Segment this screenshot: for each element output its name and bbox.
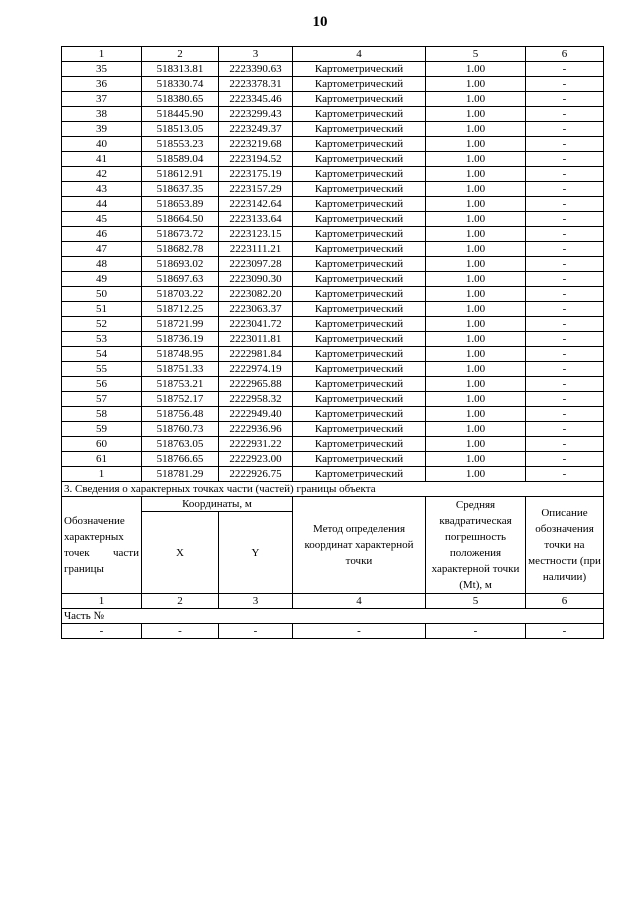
description: - — [526, 257, 604, 272]
header-designation: Обозначение характерных точек части границы — [62, 497, 142, 594]
method: Картометрический — [293, 407, 426, 422]
coord-y: 2222923.00 — [219, 452, 293, 467]
error-value: 1.00 — [426, 62, 526, 77]
table-row — [62, 122, 604, 137]
error-value: 1.00 — [426, 467, 526, 482]
method: Картометрический — [293, 227, 426, 242]
table-row — [62, 392, 604, 407]
coord-x: 518736.19 — [142, 332, 219, 347]
header-y: Y — [219, 512, 293, 594]
coord-y: 2222931.22 — [219, 437, 293, 452]
description: - — [526, 302, 604, 317]
coord-x: 518751.33 — [142, 362, 219, 377]
coord-y: 2223219.68 — [219, 137, 293, 152]
method: Картометрический — [293, 182, 426, 197]
table-row — [62, 107, 604, 122]
coord-x: 518753.21 — [142, 377, 219, 392]
description: - — [526, 287, 604, 302]
description: - — [526, 422, 604, 437]
point-number: 58 — [62, 407, 142, 422]
point-number: 47 — [62, 242, 142, 257]
table-row — [62, 257, 604, 272]
description: - — [526, 122, 604, 137]
point-number: 41 — [62, 152, 142, 167]
column-number: 4 — [293, 594, 426, 609]
point-number: 50 — [62, 287, 142, 302]
page-number: 10 — [312, 14, 328, 30]
coord-x: 518553.23 — [142, 137, 219, 152]
coord-y: 2223111.21 — [219, 242, 293, 257]
point-number: 52 — [62, 317, 142, 332]
empty-cell: - — [426, 624, 526, 639]
column-number: 1 — [62, 594, 142, 609]
coord-y: 2223157.29 — [219, 182, 293, 197]
header-error: Средняя квадратическая погрешность положения характерной точки (Mt), м — [426, 497, 526, 594]
column-number: 5 — [426, 47, 526, 62]
column-number: 5 — [426, 594, 526, 609]
method: Картометрический — [293, 242, 426, 257]
coord-x: 518766.65 — [142, 452, 219, 467]
coord-x: 518513.05 — [142, 122, 219, 137]
table-row — [62, 452, 604, 467]
point-number: 45 — [62, 212, 142, 227]
description: - — [526, 347, 604, 362]
error-value: 1.00 — [426, 212, 526, 227]
description: - — [526, 467, 604, 482]
description: - — [526, 137, 604, 152]
coord-y: 2222958.32 — [219, 392, 293, 407]
point-number: 36 — [62, 77, 142, 92]
error-value: 1.00 — [426, 77, 526, 92]
coord-x: 518445.90 — [142, 107, 219, 122]
description: - — [526, 407, 604, 422]
point-number: 49 — [62, 272, 142, 287]
table-row — [62, 62, 604, 77]
description: - — [526, 362, 604, 377]
error-value: 1.00 — [426, 392, 526, 407]
description: - — [526, 167, 604, 182]
coord-y: 2223175.19 — [219, 167, 293, 182]
point-number: 1 — [62, 467, 142, 482]
table-row — [62, 242, 604, 257]
point-number: 35 — [62, 62, 142, 77]
error-value: 1.00 — [426, 197, 526, 212]
coord-y: 2223378.31 — [219, 77, 293, 92]
header-method: Метод определения координат характерной точки — [293, 497, 426, 594]
method: Картометрический — [293, 62, 426, 77]
table-row — [62, 92, 604, 107]
point-number: 48 — [62, 257, 142, 272]
table-row — [62, 152, 604, 167]
coord-x: 518721.99 — [142, 317, 219, 332]
error-value: 1.00 — [426, 332, 526, 347]
table-row — [62, 362, 604, 377]
description: - — [526, 437, 604, 452]
table-row — [62, 437, 604, 452]
error-value: 1.00 — [426, 362, 526, 377]
column-number: 6 — [526, 47, 604, 62]
coord-y: 2223142.64 — [219, 197, 293, 212]
coord-x: 518653.89 — [142, 197, 219, 212]
error-value: 1.00 — [426, 422, 526, 437]
description: - — [526, 152, 604, 167]
coord-y: 2223249.37 — [219, 122, 293, 137]
empty-cell: - — [142, 624, 219, 639]
column-number: 6 — [526, 594, 604, 609]
empty-cell: - — [293, 624, 426, 639]
coord-y: 2223390.63 — [219, 62, 293, 77]
table-row — [62, 182, 604, 197]
method: Картометрический — [293, 152, 426, 167]
table-row — [62, 272, 604, 287]
coord-y: 2222926.75 — [219, 467, 293, 482]
table-row — [62, 227, 604, 242]
method: Картометрический — [293, 422, 426, 437]
column-number-row — [62, 47, 604, 62]
error-value: 1.00 — [426, 182, 526, 197]
coord-y: 2223082.20 — [219, 287, 293, 302]
point-number: 56 — [62, 377, 142, 392]
point-number: 42 — [62, 167, 142, 182]
header-coordinates: Координаты, м — [142, 497, 293, 512]
coord-y: 2222981.84 — [219, 347, 293, 362]
coord-x: 518612.91 — [142, 167, 219, 182]
table-row — [62, 377, 604, 392]
point-number: 39 — [62, 122, 142, 137]
method: Картометрический — [293, 122, 426, 137]
table-row — [62, 317, 604, 332]
coord-y: 2223041.72 — [219, 317, 293, 332]
method: Картометрический — [293, 77, 426, 92]
error-value: 1.00 — [426, 167, 526, 182]
coord-x: 518703.22 — [142, 287, 219, 302]
point-number: 44 — [62, 197, 142, 212]
description: - — [526, 452, 604, 467]
table-row — [62, 137, 604, 152]
method: Картометрический — [293, 302, 426, 317]
description: - — [526, 92, 604, 107]
coord-x: 518781.29 — [142, 467, 219, 482]
header-x: X — [142, 512, 219, 594]
coord-y: 2222965.88 — [219, 377, 293, 392]
table-row — [62, 287, 604, 302]
point-number: 60 — [62, 437, 142, 452]
part-label: Часть № — [62, 609, 604, 624]
table-row — [62, 167, 604, 182]
error-value: 1.00 — [426, 437, 526, 452]
coord-y: 2223063.37 — [219, 302, 293, 317]
point-number: 59 — [62, 422, 142, 437]
coord-y: 2223345.46 — [219, 92, 293, 107]
point-number: 61 — [62, 452, 142, 467]
coord-y: 2223097.28 — [219, 257, 293, 272]
table-row — [62, 212, 604, 227]
coord-x: 518664.50 — [142, 212, 219, 227]
description: - — [526, 62, 604, 77]
column-number: 3 — [219, 594, 293, 609]
coord-y: 2223123.15 — [219, 227, 293, 242]
coord-x: 518589.04 — [142, 152, 219, 167]
coord-x: 518697.63 — [142, 272, 219, 287]
method: Картометрический — [293, 287, 426, 302]
error-value: 1.00 — [426, 272, 526, 287]
coord-x: 518693.02 — [142, 257, 219, 272]
error-value: 1.00 — [426, 227, 526, 242]
coord-y: 2223299.43 — [219, 107, 293, 122]
coord-y: 2223194.52 — [219, 152, 293, 167]
empty-cell: - — [219, 624, 293, 639]
section-header-row — [62, 497, 604, 512]
point-number: 38 — [62, 107, 142, 122]
error-value: 1.00 — [426, 317, 526, 332]
coordinates-table — [61, 46, 604, 639]
table-row — [62, 407, 604, 422]
method: Картометрический — [293, 332, 426, 347]
table-row — [62, 422, 604, 437]
error-value: 1.00 — [426, 122, 526, 137]
error-value: 1.00 — [426, 377, 526, 392]
method: Картометрический — [293, 317, 426, 332]
point-number: 43 — [62, 182, 142, 197]
method: Картометрический — [293, 167, 426, 182]
description: - — [526, 227, 604, 242]
method: Картометрический — [293, 362, 426, 377]
column-number: 4 — [293, 47, 426, 62]
coord-y: 2222936.96 — [219, 422, 293, 437]
method: Картометрический — [293, 377, 426, 392]
coord-x: 518752.17 — [142, 392, 219, 407]
method: Картометрический — [293, 137, 426, 152]
description: - — [526, 242, 604, 257]
coord-x: 518682.78 — [142, 242, 219, 257]
header-description: Описание обозначения точки на местности (при наличии) — [526, 497, 604, 594]
coord-y: 2222949.40 — [219, 407, 293, 422]
method: Картометрический — [293, 452, 426, 467]
coord-x: 518712.25 — [142, 302, 219, 317]
table-row — [62, 77, 604, 92]
section-title-row — [62, 482, 604, 497]
description: - — [526, 212, 604, 227]
coord-y: 2223090.30 — [219, 272, 293, 287]
error-value: 1.00 — [426, 257, 526, 272]
description: - — [526, 272, 604, 287]
table-row — [62, 302, 604, 317]
error-value: 1.00 — [426, 107, 526, 122]
description: - — [526, 332, 604, 347]
method: Картометрический — [293, 92, 426, 107]
description: - — [526, 107, 604, 122]
point-number: 40 — [62, 137, 142, 152]
coord-y: 2223133.64 — [219, 212, 293, 227]
method: Картометрический — [293, 107, 426, 122]
error-value: 1.00 — [426, 137, 526, 152]
method: Картометрический — [293, 347, 426, 362]
error-value: 1.00 — [426, 152, 526, 167]
coord-x: 518748.95 — [142, 347, 219, 362]
description: - — [526, 182, 604, 197]
method: Картометрический — [293, 467, 426, 482]
point-number: 54 — [62, 347, 142, 362]
table-row — [62, 467, 604, 482]
description: - — [526, 197, 604, 212]
point-number: 51 — [62, 302, 142, 317]
description: - — [526, 377, 604, 392]
method: Картометрический — [293, 272, 426, 287]
error-value: 1.00 — [426, 287, 526, 302]
point-number: 55 — [62, 362, 142, 377]
error-value: 1.00 — [426, 242, 526, 257]
coord-y: 2223011.81 — [219, 332, 293, 347]
description: - — [526, 317, 604, 332]
table-row — [62, 332, 604, 347]
part-label-row — [62, 609, 604, 624]
coord-x: 518313.81 — [142, 62, 219, 77]
column-number: 1 — [62, 47, 142, 62]
method: Картометрический — [293, 212, 426, 227]
empty-cell: - — [62, 624, 142, 639]
description: - — [526, 77, 604, 92]
method: Картометрический — [293, 392, 426, 407]
description: - — [526, 392, 604, 407]
section-column-number-row — [62, 594, 604, 609]
coord-x: 518763.05 — [142, 437, 219, 452]
error-value: 1.00 — [426, 452, 526, 467]
point-number: 37 — [62, 92, 142, 107]
coord-x: 518637.35 — [142, 182, 219, 197]
error-value: 1.00 — [426, 407, 526, 422]
empty-cell: - — [526, 624, 604, 639]
coord-x: 518330.74 — [142, 77, 219, 92]
error-value: 1.00 — [426, 92, 526, 107]
empty-row — [62, 624, 604, 639]
point-number: 57 — [62, 392, 142, 407]
column-number: 2 — [142, 594, 219, 609]
method: Картометрический — [293, 197, 426, 212]
coord-x: 518673.72 — [142, 227, 219, 242]
table-body — [62, 47, 604, 639]
error-value: 1.00 — [426, 347, 526, 362]
column-number: 3 — [219, 47, 293, 62]
point-number: 46 — [62, 227, 142, 242]
coord-y: 2222974.19 — [219, 362, 293, 377]
column-number: 2 — [142, 47, 219, 62]
coord-x: 518756.48 — [142, 407, 219, 422]
method: Картометрический — [293, 437, 426, 452]
point-number: 53 — [62, 332, 142, 347]
table-row — [62, 347, 604, 362]
error-value: 1.00 — [426, 302, 526, 317]
coord-x: 518380.65 — [142, 92, 219, 107]
coord-x: 518760.73 — [142, 422, 219, 437]
method: Картометрический — [293, 257, 426, 272]
section-title: 3. Сведения о характерных точках части (частей) границы объекта — [62, 482, 604, 497]
table-row — [62, 197, 604, 212]
